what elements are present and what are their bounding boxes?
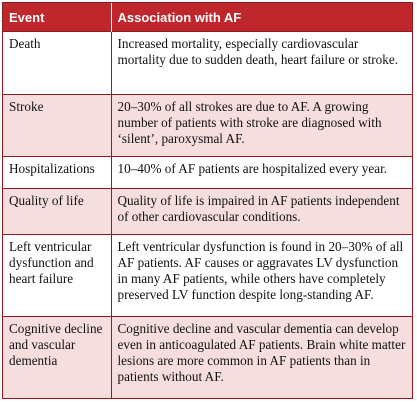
event-cell: Quality of life [3, 189, 111, 235]
header-event: Event [3, 3, 111, 32]
association-cell: 10–40% of AF patients are hospitalized every year. [111, 156, 412, 189]
association-cell: Quality of life is impaired in AF patients independent of other cardiovascular conditions. [111, 189, 412, 235]
table-row [3, 189, 412, 235]
table-row [3, 235, 412, 317]
af-events-table [3, 3, 412, 398]
table-row [3, 316, 412, 398]
event-cell: Cognitive decline and vascular dementia [3, 316, 111, 398]
association-cell: Left ventricular dysfunction is found in 20–30% of all AF patients. AF causes or aggravates LV dysfunction in many AF patients, while others have completely preserved LV function despite long-standing AF. [111, 235, 412, 317]
association-cell: 20–30% of all strokes are due to AF. A growing number of patients with stroke are diagnosed with ‘silent’, paroxysmal AF. [111, 95, 412, 156]
association-cell: Increased mortality, especially cardiovascular mortality due to sudden death, heart failure or stroke. [111, 32, 412, 95]
table-row [3, 95, 412, 156]
af-events-table-container [2, 2, 413, 399]
table-row [3, 156, 412, 189]
event-cell: Left ventricular dysfunction and heart failure [3, 235, 111, 317]
event-cell: Stroke [3, 95, 111, 156]
header-association: Association with AF [111, 3, 412, 32]
event-cell: Hospitalizations [3, 156, 111, 189]
association-cell: Cognitive decline and vascular dementia can develop even in anticoagulated AF patients. Brain white matter lesions are more common in AF patients than in patients without AF. [111, 316, 412, 398]
table-row [3, 32, 412, 95]
event-cell: Death [3, 32, 111, 95]
table-header-row [3, 3, 412, 32]
